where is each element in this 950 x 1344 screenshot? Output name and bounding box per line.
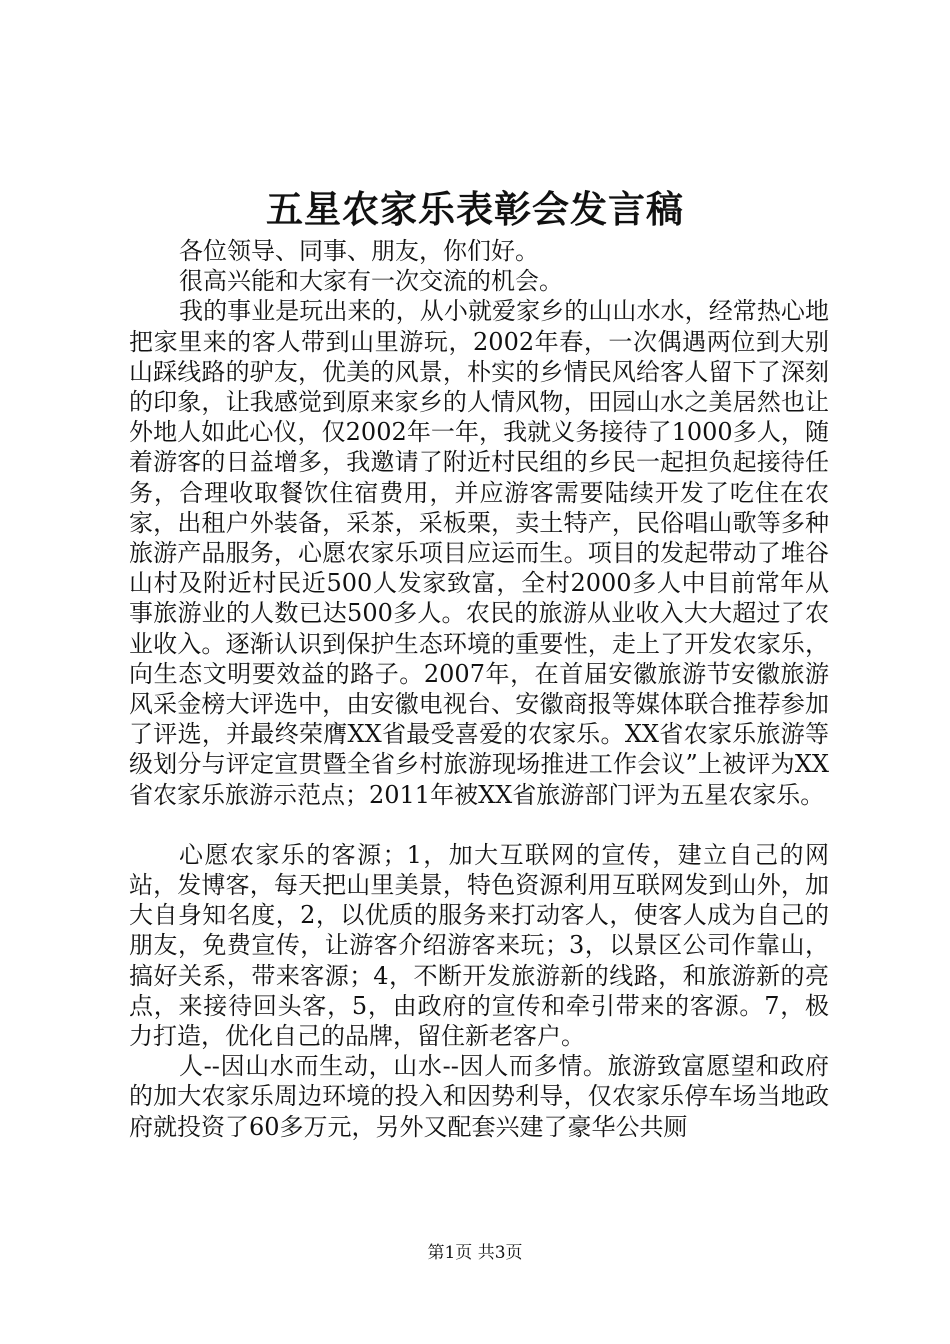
intro-paragraph: 很高兴能和大家有一次交流的机会。 xyxy=(179,267,563,296)
customer-source-paragraph: 心愿农家乐的客源；1，加大互联网的宣传，建立自己的网站，发博客，每天把山里美景，特色资源利用互联网发到山外，加大自身知名度，2，以优质的服务来打动客人，使客人成为自己的朋友，免费宣传，让游客介绍游客来玩；3，以景区公司作靠山，搞好关系，带来客源；4，不断开发旅游新的线路，和旅游新的亮点，来接待回头客，5，由政府的宣传和牵引带来的客源。7，极力打造，优化自己的品牌，留住新老客户。 xyxy=(129,840,829,1051)
document-body xyxy=(129,236,829,1142)
career-paragraph: 我的事业是玩出来的，从小就爱家乡的山山水水，经常热心地把家里来的客人带到山里游玩，2002年春，一次偶遇两位到大别山踩线路的驴友，优美的风景，朴实的乡情民风给客人留下了深刻的印象，让我感觉到原来家乡的人情风物，田园山水之美居然也让外地人如此心仪，仅2002年一年，我就义务接待了1000多人，随着游客的日益增多，我邀请了附近村民组的乡民一起担负起接待任务，合理收取餐饮住宿费用，并应游客需要陆续开发了吃住在农家，出租户外装备，采茶，采板栗，卖土特产，民俗唱山歌等多种旅游产品服务，心愿农家乐项目应运而生。项目的发起带动了堆谷山村及附近村民近500人发家致富，全村2000多人中目前常年从事旅游业的人数已达500多人。农民的旅游从业收入大大超过了农业收入。逐渐认识到保护生态环境的重要性，走上了开发农家乐，向生态文明要效益的路子。2007年，在首届安徽旅游节安徽旅游风采金榜大评选中，由安徽电视台、安徽商报等媒体联合推荐参加了评选，并最终荣膺XX省最受喜爱的农家乐。XX省农家乐旅游等级划分与评定宣贯暨全省乡村旅游现场推进工作会议”上被评为XX省农家乐旅游示范点；2011年被XX省旅游部门评为五星农家乐。 xyxy=(129,297,829,809)
document-title: 五星农家乐表彰会发言稿 xyxy=(266,187,684,231)
page-number-footer: 第1页 共3页 xyxy=(427,1243,523,1263)
environment-paragraph: 人--因山水而生动，山水--因人而多情。旅游致富愿望和政府的加大农家乐周边环境的投入和因势利导，仅农家乐停车场当地政府就投资了60多万元，另外又配套兴建了豪华公共厕 xyxy=(129,1052,829,1141)
greeting-paragraph: 各位领导、同事、朋友，你们好。 xyxy=(179,237,539,265)
